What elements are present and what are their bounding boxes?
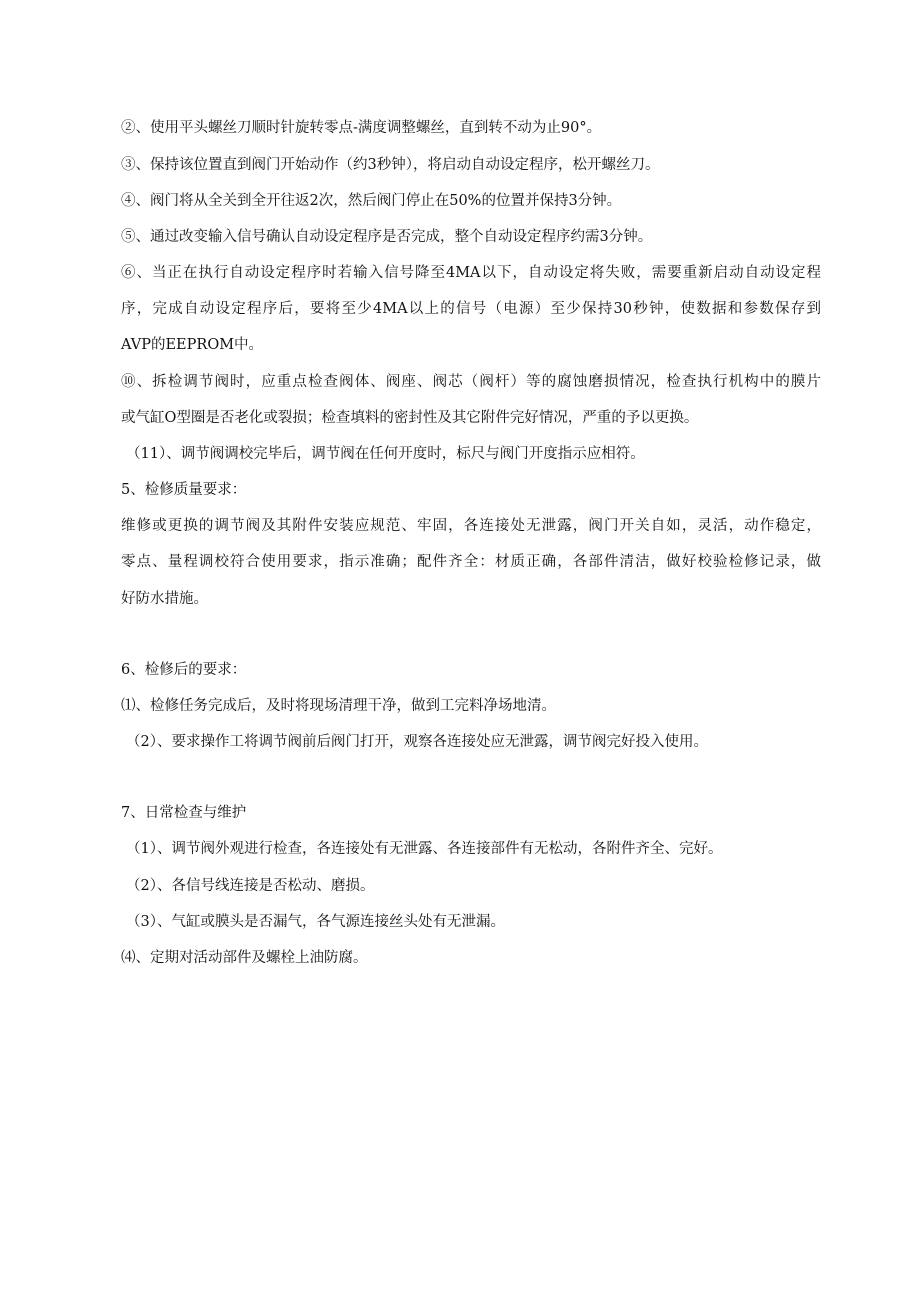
daily-item-4: ⑷、定期对活动部件及螺栓上油防腐。 xyxy=(121,950,368,966)
step-10-line-1: ⑩、拆检调节阀时，应重点检查阀体、阀座、阀芯（阀杆）等的腐蚀磨损情况，检查执行机构中的膜片 xyxy=(121,374,821,390)
after-heading: 6、检修后的要求： xyxy=(121,662,247,678)
step-11: （11）、调节阀调校完毕后，调节阀在任何开度时，标尺与阀门开度指示应相符。 xyxy=(126,446,645,462)
step-4: ④、阀门将从全关到全开往返2次，然后阀门停止在50%的位置并保持3分钟。 xyxy=(121,193,622,209)
step-6-line-3: AVP的EEPROM中。 xyxy=(121,337,264,353)
quality-heading: 5、检修质量要求： xyxy=(121,482,247,498)
step-6-line-1: ⑥、当正在执行自动设定程序时若输入信号降至4MA以下，自动设定将失败，需要重新启动自动设定程 xyxy=(121,265,821,281)
daily-item-3: （3）、气缸或膜头是否漏气，各气源连接丝头处有无泄漏。 xyxy=(126,914,505,930)
daily-item-1: （1）、调节阀外观进行检查，各连接处有无泄露、各连接部件有无松动，各附件齐全、完好。 xyxy=(126,841,723,857)
step-5: ⑤、通过改变输入信号确认自动设定程序是否完成，整个自动设定程序约需3分钟。 xyxy=(121,229,653,245)
step-6-line-2: 序，完成自动设定程序后，要将至少4MA以上的信号（电源）至少保持30秒钟，使数据和参数保存到 xyxy=(121,301,821,317)
daily-item-2: （2）、各信号线连接是否松动、磨损。 xyxy=(126,878,375,894)
after-item-1: ⑴、检修任务完成后，及时将现场清理干净，做到工完料净场地清。 xyxy=(121,698,556,714)
step-3: ③、保持该位置直到阀门开始动作（约3秒钟），将启动自动设定程序，松开螺丝刀。 xyxy=(121,157,660,173)
step-2: ②、使用平头螺丝刀顺时针旋转零点-满度调整螺丝，直到转不动为止90°。 xyxy=(121,120,602,136)
quality-line-1: 维修或更换的调节阀及其附件安装应规范、牢固，各连接处无泄露，阀门开关自如，灵活，动作稳定， xyxy=(121,518,821,534)
after-item-2: （2）、要求操作工将调节阀前后阀门打开，观察各连接处应无泄露，调节阀完好投入使用。 xyxy=(126,734,708,750)
step-10-line-2: 或气缸O型圈是否老化或裂损；检查填料的密封性及其它附件完好情况，严重的予以更换。 xyxy=(121,410,699,426)
daily-heading: 7、日常检查与维护 xyxy=(121,805,247,821)
quality-line-3: 好防水措施。 xyxy=(121,591,208,607)
quality-line-2: 零点、量程调校符合使用要求，指示准确；配件齐全：材质正确，各部件清洁，做好校验检修记录，做 xyxy=(121,554,821,570)
